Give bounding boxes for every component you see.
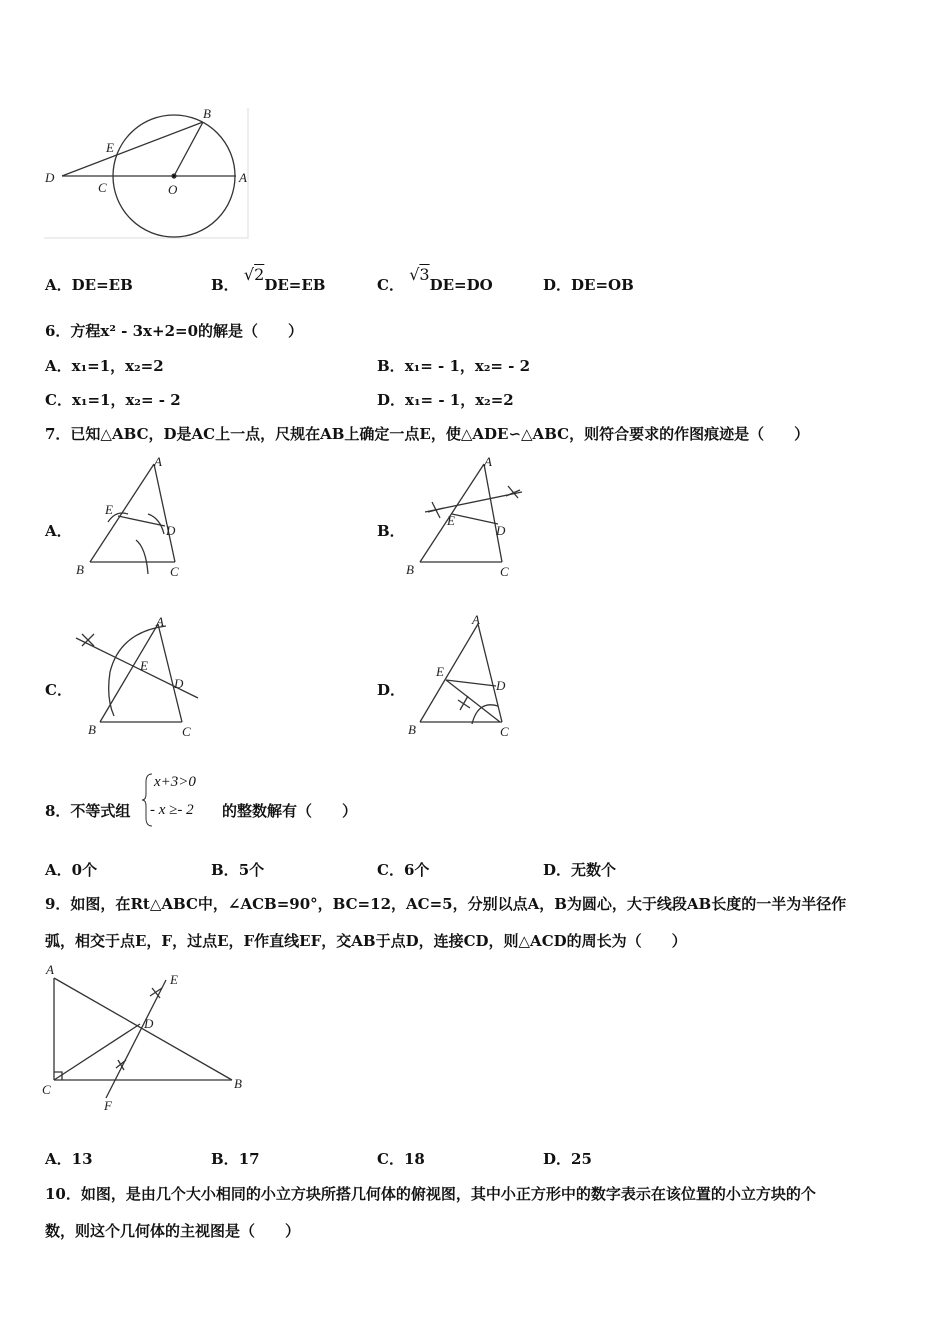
q7-figure-d[interactable] — [400, 612, 530, 742]
q5-option-a[interactable]: A．DE=EB — [45, 276, 133, 294]
q8-option-b[interactable]: B．5个 — [211, 861, 265, 879]
svg-text:A: A — [472, 612, 480, 627]
q8-line1: x+3>0 — [154, 774, 196, 790]
sqrt-icon: √2 — [243, 265, 265, 284]
q7-figure-a[interactable] — [70, 452, 190, 582]
line-db — [62, 122, 203, 176]
q7-option-c-letter[interactable]: C． — [45, 681, 72, 699]
label-a: A — [239, 170, 247, 185]
q5-option-b[interactable]: B． √2DE=EB — [211, 265, 326, 294]
svg-text:B: B — [234, 1076, 242, 1091]
svg-text:B: B — [76, 562, 84, 577]
brace-icon — [142, 772, 154, 828]
q6-option-c[interactable]: C．x₁=1，x₂= - 2 — [45, 391, 181, 409]
q7-option-d-letter[interactable]: D． — [377, 681, 406, 699]
svg-text:D: D — [174, 676, 184, 691]
q7-stem: 7．已知△ABC，D是AC上一点，尺规在AB上确定一点E，使△ADE∽△ABC，则符合要求的作图痕迹是（ ） — [45, 425, 810, 443]
q8-stem-prefix: 8．不等式组 — [45, 802, 131, 820]
q10-stem-line1: 10．如图，是由几个大小相同的小立方块所搭几何体的俯视图，其中小正方形中的数字表示在该位置的小立方块的个 — [45, 1185, 816, 1203]
sqrt-icon: √3 — [409, 265, 430, 284]
svg-text:C: C — [500, 724, 509, 739]
q8-option-d[interactable]: D．无数个 — [543, 861, 617, 879]
q8-option-c[interactable]: C．6个 — [377, 861, 430, 879]
svg-text:C: C — [182, 724, 191, 739]
label-d: D — [45, 170, 55, 185]
q9-figure — [40, 960, 255, 1115]
svg-text:E: E — [140, 658, 148, 673]
q7-figure-c[interactable] — [70, 612, 205, 742]
q9-option-d[interactable]: D．25 — [543, 1150, 592, 1168]
q6-stem: 6．方程x² - 3x+2=0的解是（ ） — [45, 322, 304, 340]
q5-option-d[interactable]: D．DE=OB — [543, 276, 634, 294]
line-ob — [174, 122, 203, 176]
svg-text:F: F — [104, 1098, 112, 1113]
q5-circle-figure — [40, 100, 255, 245]
svg-text:E: E — [436, 664, 444, 679]
label-o: O — [168, 182, 178, 197]
svg-text:C: C — [500, 564, 509, 579]
label-e: E — [106, 140, 114, 155]
svg-text:E: E — [447, 513, 455, 528]
q8-stem-suffix: 的整数解有（ ） — [222, 802, 358, 820]
q9-option-a[interactable]: A．13 — [45, 1150, 93, 1168]
svg-text:A: A — [156, 614, 164, 629]
svg-text:C: C — [170, 564, 179, 579]
q6-option-d[interactable]: D．x₁= - 1，x₂=2 — [377, 391, 514, 409]
svg-text:B: B — [408, 722, 416, 737]
label-b: B — [203, 106, 211, 121]
q9-stem-line2: 弧，相交于点E，F，过点E，F作直线EF，交AB于点D，连接CD，则△ACD的周长为（ ） — [45, 932, 687, 950]
svg-text:D: D — [166, 523, 176, 538]
svg-text:E: E — [105, 502, 113, 517]
svg-text:A: A — [484, 454, 492, 469]
q5-option-c[interactable]: C． √3DE=DO — [377, 265, 493, 294]
svg-text:E: E — [170, 972, 178, 987]
q6-option-b[interactable]: B．x₁= - 1，x₂= - 2 — [377, 357, 531, 375]
svg-text:B: B — [406, 562, 414, 577]
svg-text:C: C — [42, 1082, 51, 1097]
q10-stem-line2: 数，则这个几何体的主视图是（ ） — [45, 1222, 301, 1240]
svg-text:D: D — [496, 678, 506, 693]
svg-text:D: D — [496, 523, 506, 538]
q8-line2: - x ≥- 2 — [150, 802, 194, 818]
q7-option-b-letter[interactable]: B． — [377, 522, 405, 540]
q7-figure-b[interactable] — [400, 452, 530, 582]
svg-text:A: A — [154, 454, 162, 469]
svg-text:A: A — [46, 962, 54, 977]
q8-option-a[interactable]: A．0个 — [45, 861, 98, 879]
svg-text:D: D — [144, 1016, 154, 1031]
q6-option-a[interactable]: A．x₁=1，x₂=2 — [45, 357, 164, 375]
svg-text:B: B — [88, 722, 96, 737]
label-c: C — [98, 180, 107, 195]
q9-option-b[interactable]: B．17 — [211, 1150, 260, 1168]
q9-stem-line1: 9．如图，在Rt△ABC中，∠ACB=90°，BC=12，AC=5，分别以点A，B为圆心，大于线段AB长度的一半为半径作 — [45, 895, 847, 913]
q9-option-c[interactable]: C．18 — [377, 1150, 425, 1168]
q7-option-a-letter[interactable]: A． — [45, 522, 72, 540]
